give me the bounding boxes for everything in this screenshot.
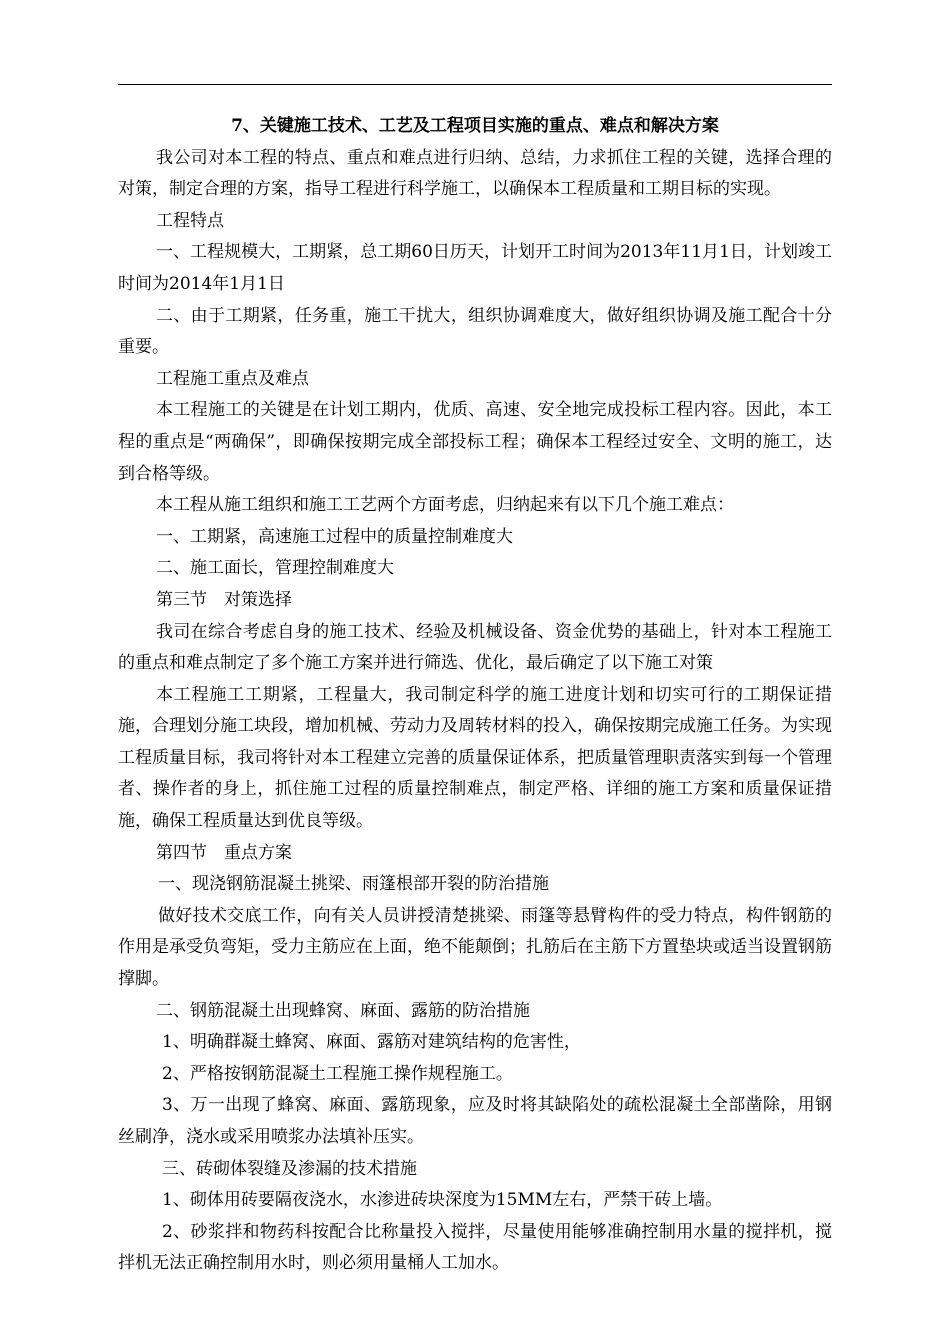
difficulty-item-1: 一、工期紧，高速施工过程中的质量控制难度大 [156, 526, 513, 547]
feature-item-1: 一、工程规模大，工期紧，总工期60日历天，计划开工时间为2013年11月1日，计划竣工时间为2014年1月1日 [118, 242, 832, 294]
measures-paragraph: 本工程施工工期紧，工程量大，我司制定科学的施工进度计划和切实可行的工期保证措施，合理划分施工块段，增加机械、劳动力及周转材料的投入，确保按期完成施工任务。为实现工程质量目标，我司将针对本工程建立完善的质量保证体系，把质量管理职责落实到每一个管理者、操作者的身上，抓住施工过程的质量控制难点，制定严格、详细的施工方案和质量保证措施，确保工程质量达到优良等级。 [118, 684, 832, 832]
header-rule [118, 84, 832, 85]
plan-1-paragraph: 做好技术交底工作，向有关人员讲授清楚挑梁、雨篷等悬臂构件的受力特点，构件钢筋的作用是承受负弯矩，受力主筋应在上面，绝不能颠倒；扎筋后在主筋下方置垫块或适当设置钢筋撑脚。 [118, 905, 832, 990]
heading-key-difficulties: 工程施工重点及难点 [156, 368, 309, 389]
plan-2-item-3: 3、万一出现了蜂窝、麻面、露筋现象，应及时将其缺陷处的疏松混凝土全部凿除，用钢丝刷净，浇水或采用喷浆办法填补压实。 [118, 1095, 832, 1147]
plan-3-item-1: 1、砌体用砖要隔夜浇水，水渗进砖块深度为15MM左右，严禁干砖上墙。 [162, 1190, 723, 1211]
heading-section-4: 第四节 重点方案 [156, 842, 292, 863]
plan-3-item-2: 2、砂浆拌和物药科按配合比称量投入搅拌，尽量使用能够准确控制用水量的搅拌机，搅拌机无法正确控制用水时，则必须用量桶人工加水。 [118, 1221, 832, 1274]
difficulties-intro: 本工程从施工组织和施工工艺两个方面考虑，归纳起来有以下几个施工难点： [156, 495, 734, 516]
plan-heading-3: 三、砖砌体裂缝及渗漏的技术措施 [162, 1158, 417, 1179]
heading-features: 工程特点 [156, 210, 224, 231]
heading-section-3: 第三节 对策选择 [156, 589, 292, 610]
section-title: 7、关键施工技术、工艺及工程项目实施的重点、难点和解决方案 [231, 116, 719, 136]
key-points-paragraph: 本工程施工的关键是在计划工期内，优质、高速、安全地完成投标工程内容。因此，本工程的重点是“两确保”，即确保按期完成全部投标工程；确保本工程经过安全、文明的施工，达到合格等级。 [118, 400, 832, 484]
intro-paragraph: 我公司对本工程的特点、重点和难点进行归纳、总结，力求抓住工程的关键，选择合理的对策，制定合理的方案，指导工程进行科学施工，以确保本工程质量和工期目标的实现。 [118, 147, 832, 200]
difficulty-item-2: 二、施工面长，管理控制难度大 [156, 558, 394, 579]
plan-heading-1: 一、现浇钢筋混凝土挑梁、雨篷根部开裂的防治措施 [158, 874, 549, 895]
feature-item-2: 二、由于工期紧，任务重，施工干扰大，组织协调难度大，做好组织协调及施工配合十分重要。 [118, 305, 832, 358]
document-body [118, 111, 832, 1280]
plan-2-item-1: 1、明确群凝土蜂窝、麻面、露筋对建筑结构的危害性， [162, 1032, 581, 1053]
plan-heading-2: 二、钢筋混凝土出现蜂窝、麻面、露筋的防治措施 [156, 1000, 530, 1021]
strategy-paragraph: 我司在综合考虑自身的施工技术、经验及机械设备、资金优势的基础上，针对本工程施工的重点和难点制定了多个施工方案并进行筛选、优化，最后确定了以下施工对策 [118, 621, 832, 674]
plan-2-item-2: 2、严格按钢筋混凝土工程施工操作规程施工。 [162, 1063, 513, 1084]
